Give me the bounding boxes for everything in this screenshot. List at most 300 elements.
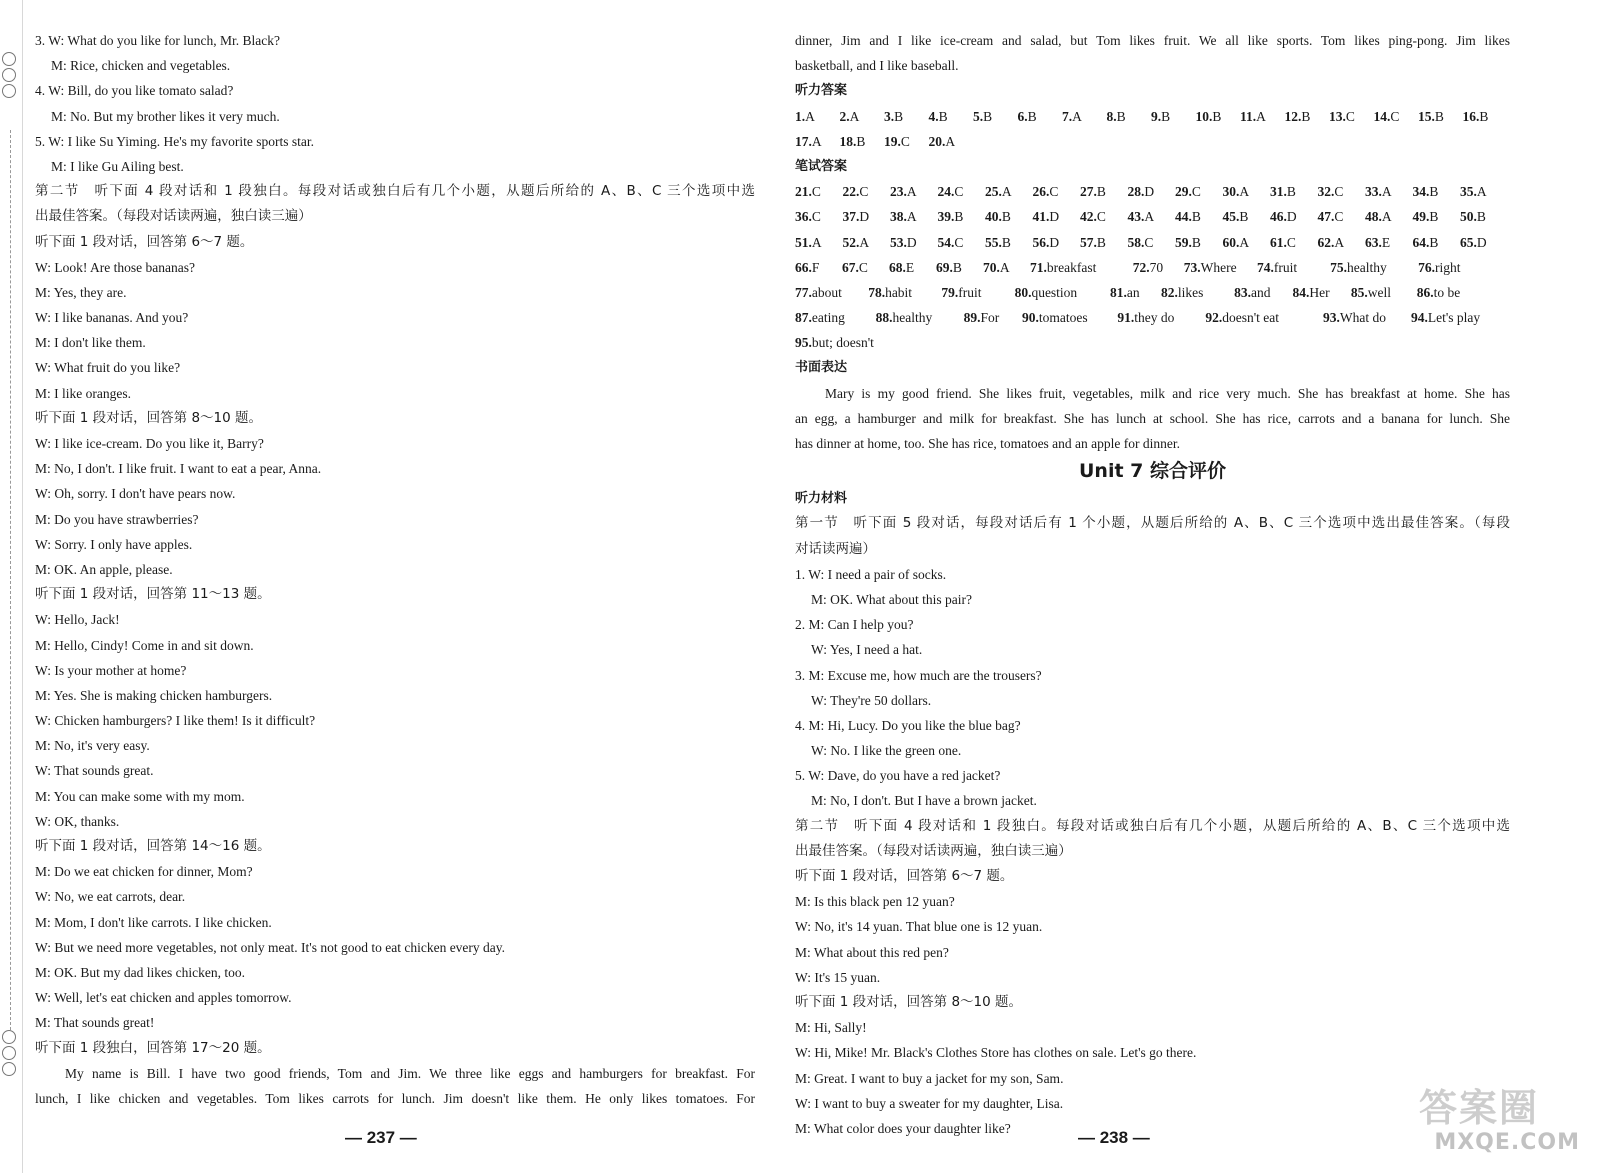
answer-value: What do (1339, 310, 1386, 326)
answer-value: F (811, 259, 820, 275)
text-line: basketball, and I like baseball. (795, 58, 959, 74)
answer-number: 21. (795, 184, 812, 200)
answer-item (843, 204, 891, 229)
text-line: M: Yes. She is making chicken hamburgers. (35, 687, 273, 703)
answer-number: 78. (868, 284, 886, 300)
answer-item (938, 179, 986, 204)
binding-ring-icon (2, 1062, 16, 1076)
answer-number: 83. (1234, 284, 1252, 300)
answer-item (884, 129, 929, 154)
answer-item (1285, 104, 1330, 129)
answer-number: 69. (936, 259, 953, 275)
answer-value: B (1479, 108, 1489, 124)
answer-value: B (1001, 234, 1011, 250)
answer-item (890, 204, 938, 229)
answer-value: an (1126, 284, 1140, 300)
text-line: M: Do we eat chicken for dinner, Mom? (35, 864, 253, 880)
answer-number: 50. (1460, 209, 1477, 225)
answer-number: 9. (1151, 108, 1162, 124)
answer-value: B (1429, 209, 1439, 225)
answer-value: B (1239, 209, 1249, 225)
material-heading: 听力材料 (795, 491, 848, 507)
answer-number: 30. (1222, 184, 1240, 200)
writing-heading: 书面表达 (795, 360, 848, 376)
answer-number: 11. (1240, 108, 1257, 124)
answer-item (938, 204, 986, 229)
listening-answers-heading: 听力答案 (795, 83, 848, 99)
answer-value: B (894, 108, 904, 124)
text-line: M: No, it's very easy. (35, 738, 150, 754)
answer-number: 90. (1021, 310, 1039, 326)
watermark-logo (1415, 1077, 1580, 1155)
answer-number: 49. (1412, 209, 1430, 225)
answer-item (1351, 280, 1417, 305)
answer-row (795, 104, 1510, 129)
answer-value: C (859, 184, 869, 200)
answer-item (795, 129, 840, 154)
answer-item (868, 280, 941, 305)
answer-item (1107, 104, 1152, 129)
answer-number: 16. (1462, 108, 1480, 124)
answer-item (1365, 179, 1413, 204)
answer-value: For (980, 310, 1000, 326)
answer-item (1293, 280, 1351, 305)
answer-value: B (1429, 234, 1439, 250)
answer-number: 38. (890, 209, 907, 225)
answer-number: 84. (1292, 284, 1310, 300)
answer-number: 10. (1195, 108, 1213, 124)
answer-item (795, 280, 868, 305)
text-line: 3. M: Excuse me, how much are the trousers? (795, 667, 1042, 683)
answer-item (1270, 204, 1318, 229)
text-line: W: Sorry. I only have apples. (35, 536, 193, 552)
text-line: dinner, Jim and I like ice-cream and salad, but Tom likes fruit. We all like sports. Tom likes ping-pong. Jim likes (795, 33, 1510, 48)
text-line: M: Do you have strawberries? (35, 511, 199, 527)
answer-value: A (906, 184, 917, 200)
text-line: W: Hi, Mike! Mr. Black's Clothes Store has clothes on sale. Let's go there. (795, 1045, 1197, 1061)
text-line: W: But we need more vegetables, not only meat. It's not good to eat chicken every day. (35, 939, 506, 955)
answer-item (795, 204, 843, 229)
answer-value: C (1191, 184, 1201, 200)
answer-row (795, 204, 1510, 229)
answer-number: 54. (937, 234, 955, 250)
answer-number: 45. (1222, 209, 1240, 225)
text-line: W: Well, let's eat chicken and apples tomorrow. (35, 990, 292, 1006)
answer-number: 2. (839, 108, 850, 124)
text-line: 第二节 听下面 4 段对话和 1 段独白。每段对话或独白后有几个小题，从题后所给的 A、B、C 三个选项中选 (35, 183, 755, 200)
answer-item (1080, 179, 1128, 204)
listening-answers (795, 104, 1510, 154)
answer-value: A (945, 133, 956, 149)
answer-item (1022, 305, 1117, 330)
answer-item (843, 179, 891, 204)
answer-value: A (1381, 209, 1392, 225)
answer-value: C (1286, 234, 1296, 250)
text-line: 1. W: I need a pair of socks. (795, 566, 947, 582)
text-line: 听下面 1 段对话，回答第 8～10 题。 (35, 409, 263, 426)
answer-value: doesn't eat (1222, 310, 1280, 326)
answer-number: 42. (1080, 209, 1097, 225)
answer-value: C (858, 259, 868, 275)
watermark-text: 答案圈 (1419, 1086, 1540, 1130)
text-line: lunch, I like chicken and vegetables. Tom likes carrots for lunch. Jim doesn't like them. He only likes tomatoes. For (35, 1090, 755, 1106)
answer-item (840, 129, 885, 154)
answer-value: C (1334, 209, 1344, 225)
answer-value: A (1381, 184, 1392, 200)
text-line: W: Yes, I need a hat. (811, 642, 923, 658)
text-line: M: I don't like them. (35, 335, 146, 351)
answer-number: 93. (1322, 310, 1340, 326)
text-line: W: OK, thanks. (35, 813, 120, 829)
text-line: W: They're 50 dollars. (811, 692, 932, 708)
answer-number: 72. (1132, 259, 1150, 275)
text-line: 第一节 听下面 5 段对话，每段对话后有 1 个小题，从题后所给的 A、B、C 三个选项中选出最佳答案。（每段 (795, 515, 1510, 532)
answer-value: C (1049, 184, 1059, 200)
answer-row (795, 129, 1510, 154)
answer-item (1033, 179, 1081, 204)
answer-item (1463, 104, 1508, 129)
answer-value: A (1239, 234, 1250, 250)
answer-item (842, 255, 889, 280)
answer-number: 6. (1017, 108, 1028, 124)
answer-number: 18. (839, 133, 857, 149)
answer-value: and (1251, 284, 1271, 300)
answer-value: to be (1433, 284, 1461, 300)
answer-item (938, 230, 986, 255)
answer-item (985, 179, 1033, 204)
answer-item (1330, 255, 1418, 280)
answer-number: 67. (842, 259, 859, 275)
answer-number: 64. (1412, 234, 1430, 250)
answer-row (795, 179, 1510, 204)
answer-value: E (1381, 234, 1391, 250)
text-line: W: No, it's 14 yuan. That blue one is 12 yuan. (795, 919, 1043, 935)
answer-number: 3. (884, 108, 895, 124)
answer-item (985, 230, 1033, 255)
text-line: W: No, we eat carrots, dear. (35, 889, 186, 905)
text-line: M: That sounds great! (35, 1015, 155, 1031)
text-line: 3. W: What do you like for lunch, Mr. Black? (35, 33, 280, 48)
binding-ring-icon (2, 1046, 16, 1060)
answer-value: B (954, 209, 964, 225)
text-line: 听下面 1 段对话，回答第 6～7 题。 (35, 233, 254, 250)
answer-value: C (1390, 108, 1400, 124)
answer-number: 48. (1365, 209, 1382, 225)
answer-item (1374, 104, 1419, 129)
answer-value: B (983, 108, 993, 124)
answer-item (964, 305, 1022, 330)
page-number-left: — 237 — (345, 1128, 417, 1147)
answer-value: B (1191, 209, 1201, 225)
answer-item (795, 330, 920, 355)
answer-number: 28. (1127, 184, 1145, 200)
answer-value: C (1144, 234, 1154, 250)
answer-item (1175, 204, 1223, 229)
text-line: 2. M: Can I help you? (795, 617, 914, 633)
answer-number: 77. (795, 284, 812, 300)
answer-item (1151, 104, 1196, 129)
text-line: Mary is my good friend. She likes fruit, vegetables, milk and rice very much. She has breakfast at home. She has (825, 385, 1510, 401)
answer-value: B (1434, 108, 1444, 124)
answer-number: 41. (1032, 209, 1050, 225)
answer-value: well (1367, 284, 1392, 300)
answer-item (1128, 204, 1176, 229)
answer-item (1015, 280, 1110, 305)
answer-item (1128, 179, 1176, 204)
answer-item (795, 104, 840, 129)
text-line: M: Yes, they are. (35, 284, 127, 300)
answer-value: A (849, 108, 860, 124)
text-line: W: I want to buy a sweater for my daughter, Lisa. (795, 1095, 1064, 1111)
answer-value: B (1286, 184, 1296, 200)
answer-value: E (905, 259, 915, 275)
text-line: My name is Bill. I have two good friends, Tom and Jim. We three like eggs and hamburgers for breakfast. For (65, 1065, 755, 1081)
answer-number: 27. (1080, 184, 1097, 200)
answer-number: 63. (1365, 234, 1382, 250)
text-line: M: OK. What about this pair? (811, 591, 972, 607)
answer-value: B (856, 133, 866, 149)
answer-value: A (811, 133, 822, 149)
answer-item (890, 179, 938, 204)
text-line: W: What fruit do you like? (35, 360, 181, 376)
answer-number: 36. (795, 209, 812, 225)
answer-item (1270, 179, 1318, 204)
text-line: 出最佳答案。（每段对话读两遍，独白读三遍） (35, 208, 312, 225)
answer-number: 68. (889, 259, 906, 275)
answer-number: 20. (928, 133, 946, 149)
answer-value: D (1144, 184, 1155, 200)
answer-value: C (954, 234, 964, 250)
answer-number: 95. (795, 335, 812, 351)
answer-item (1411, 305, 1510, 330)
answer-item (929, 104, 974, 129)
answer-number: 8. (1106, 108, 1117, 124)
answer-item (884, 104, 929, 129)
answer-number: 87. (795, 310, 812, 326)
answer-value: C (811, 209, 821, 225)
answer-item (1460, 230, 1508, 255)
answer-item (1175, 230, 1223, 255)
text-line: W: Hello, Jack! (35, 612, 120, 628)
answer-item (1270, 230, 1318, 255)
answer-item (1030, 255, 1133, 280)
answer-item (1161, 280, 1234, 305)
answer-item (1329, 104, 1374, 129)
answer-item (1018, 104, 1063, 129)
answer-item (1418, 255, 1491, 280)
text-line: 5. W: I like Su Yiming. He's my favorite sports star. (35, 133, 315, 149)
answer-value: D (906, 234, 917, 250)
writing-sample (795, 381, 1510, 457)
answer-value: B (1001, 209, 1011, 225)
answer-item (1323, 305, 1411, 330)
answer-value: breakfast (1046, 259, 1097, 275)
answer-item (1184, 255, 1257, 280)
answer-value: 70 (1149, 259, 1164, 275)
answer-number: 57. (1080, 234, 1097, 250)
text-line: W: That sounds great. (35, 763, 154, 779)
answer-value: C (1096, 209, 1106, 225)
text-line: M: You can make some with my mom. (35, 788, 245, 804)
answer-number: 35. (1460, 184, 1477, 200)
answer-value: B (938, 108, 948, 124)
text-line: has dinner at home, too. She has rice, tomatoes and an apple for dinner. (795, 436, 1181, 451)
answer-number: 62. (1317, 234, 1335, 250)
answer-item (1418, 104, 1463, 129)
answer-number: 81. (1109, 284, 1127, 300)
answer-item (795, 255, 842, 280)
answer-value: A (906, 209, 917, 225)
text-line: W: It's 15 yuan. (795, 969, 881, 985)
answer-value: likes (1177, 284, 1204, 300)
text-line: M: No. But my brother likes it very much. (51, 108, 280, 124)
answer-value: eating (811, 310, 845, 326)
text-line: M: I like Gu Ailing best. (51, 158, 184, 174)
answer-number: 52. (842, 234, 860, 250)
answer-item (1175, 179, 1223, 204)
answer-item (1117, 305, 1205, 330)
answer-item (1257, 255, 1330, 280)
answer-value: C (1334, 184, 1344, 200)
answer-value: D (1049, 209, 1060, 225)
answer-value: C (900, 133, 910, 149)
answer-value: D (1476, 234, 1487, 250)
answer-value: Where (1200, 259, 1237, 275)
answer-item (876, 305, 964, 330)
answer-item (1417, 280, 1490, 305)
answer-value: A (805, 108, 815, 124)
answer-number: 37. (842, 209, 860, 225)
answer-value: B (1161, 108, 1171, 124)
answer-number: 1. (795, 108, 806, 124)
answer-item (840, 104, 885, 129)
answer-value: A (811, 234, 822, 250)
answer-number: 46. (1270, 209, 1287, 225)
text-line: M: OK. But my dad likes chicken, too. (35, 964, 245, 980)
answer-item (983, 255, 1030, 280)
answer-value: A (1239, 184, 1250, 200)
answer-value: B (952, 259, 962, 275)
answer-item (1033, 230, 1081, 255)
answer-number: 89. (963, 310, 981, 326)
answer-value: question (1031, 284, 1078, 300)
answer-value: healthy (1347, 259, 1387, 275)
answer-item (1460, 204, 1508, 229)
answer-number: 91. (1117, 310, 1135, 326)
answer-item (929, 129, 974, 154)
answer-number: 55. (985, 234, 1002, 250)
answer-value: D (1049, 234, 1060, 250)
answer-number: 12. (1284, 108, 1302, 124)
answer-number: 58. (1127, 234, 1145, 250)
answer-number: 23. (890, 184, 907, 200)
text-line: 对话读两遍） (795, 540, 876, 557)
answer-number: 29. (1175, 184, 1192, 200)
cut-line (10, 130, 11, 1030)
answer-number: 39. (937, 209, 955, 225)
answer-row (795, 280, 1510, 305)
answer-value: B (1191, 234, 1201, 250)
answer-value: but; doesn't (811, 335, 874, 351)
answer-item (1413, 204, 1461, 229)
answer-item (1110, 280, 1161, 305)
unit-title: Unit 7 综合评价 (1079, 460, 1226, 483)
answer-number: 13. (1329, 108, 1346, 124)
answer-number: 24. (937, 184, 955, 200)
text-line: W: Is your mother at home? (35, 662, 187, 678)
answer-number: 76. (1418, 259, 1436, 275)
watermark-url: MXQE.COM (1434, 1130, 1580, 1155)
answer-item (1318, 230, 1366, 255)
answer-item (1133, 255, 1184, 280)
answer-item (1033, 204, 1081, 229)
answer-item (973, 104, 1018, 129)
answer-number: 53. (890, 234, 907, 250)
answer-item (1234, 280, 1292, 305)
text-line: M: Great. I want to buy a jacket for my son, Sam. (795, 1070, 1064, 1086)
text-line: M: What color does your daughter like? (795, 1120, 1011, 1136)
answer-value: tomatoes (1038, 310, 1088, 326)
answer-item (1062, 104, 1107, 129)
answer-number: 40. (985, 209, 1002, 225)
text-line: M: OK. An apple, please. (35, 561, 173, 577)
text-line: M: Mom, I don't like carrots. I like chicken. (35, 914, 272, 930)
text-line: 4. M: Hi, Lucy. Do you like the blue bag? (795, 717, 1021, 733)
answer-item (795, 230, 843, 255)
answer-value: B (1096, 234, 1106, 250)
answer-value: A (1001, 184, 1012, 200)
answer-number: 82. (1160, 284, 1178, 300)
text-line: W: No. I like the green one. (811, 743, 962, 759)
answer-item (843, 230, 891, 255)
answer-item (1365, 230, 1413, 255)
answer-item (1223, 179, 1271, 204)
answer-value: A (1256, 108, 1266, 124)
answer-value: A (1476, 184, 1487, 200)
listening-material (795, 511, 1510, 1141)
answer-number: 25. (985, 184, 1002, 200)
text-line: M: No, I don't. I like fruit. I want to eat a pear, Anna. (35, 461, 322, 477)
answer-number: 33. (1365, 184, 1382, 200)
answer-value: fruit (1273, 259, 1298, 275)
answer-number: 22. (842, 184, 860, 200)
answer-row (795, 255, 1510, 280)
binding-ring-icon (2, 52, 16, 66)
text-line: M: I like oranges. (35, 385, 131, 401)
answer-value: D (1286, 209, 1297, 225)
answer-value: B (1476, 209, 1486, 225)
answer-item (1318, 204, 1366, 229)
text-line: W: Look! Are those bananas? (35, 259, 195, 275)
answer-item (941, 280, 1014, 305)
answer-value: C (1345, 108, 1355, 124)
answer-value: B (1116, 108, 1126, 124)
answer-value: Her (1309, 284, 1330, 300)
answer-number: 32. (1317, 184, 1335, 200)
answer-item (1080, 230, 1128, 255)
text-line: W: I like ice-cream. Do you like it, Barry? (35, 436, 264, 451)
answer-item (1413, 179, 1461, 204)
answer-number: 44. (1175, 209, 1192, 225)
answer-number: 59. (1175, 234, 1192, 250)
answer-value: A (1144, 209, 1155, 225)
answer-item (1080, 204, 1128, 229)
answer-value: B (1301, 108, 1311, 124)
answer-number: 75. (1330, 259, 1348, 275)
answer-value: A (859, 234, 870, 250)
answer-number: 65. (1460, 234, 1477, 250)
right-page (795, 28, 1510, 1141)
